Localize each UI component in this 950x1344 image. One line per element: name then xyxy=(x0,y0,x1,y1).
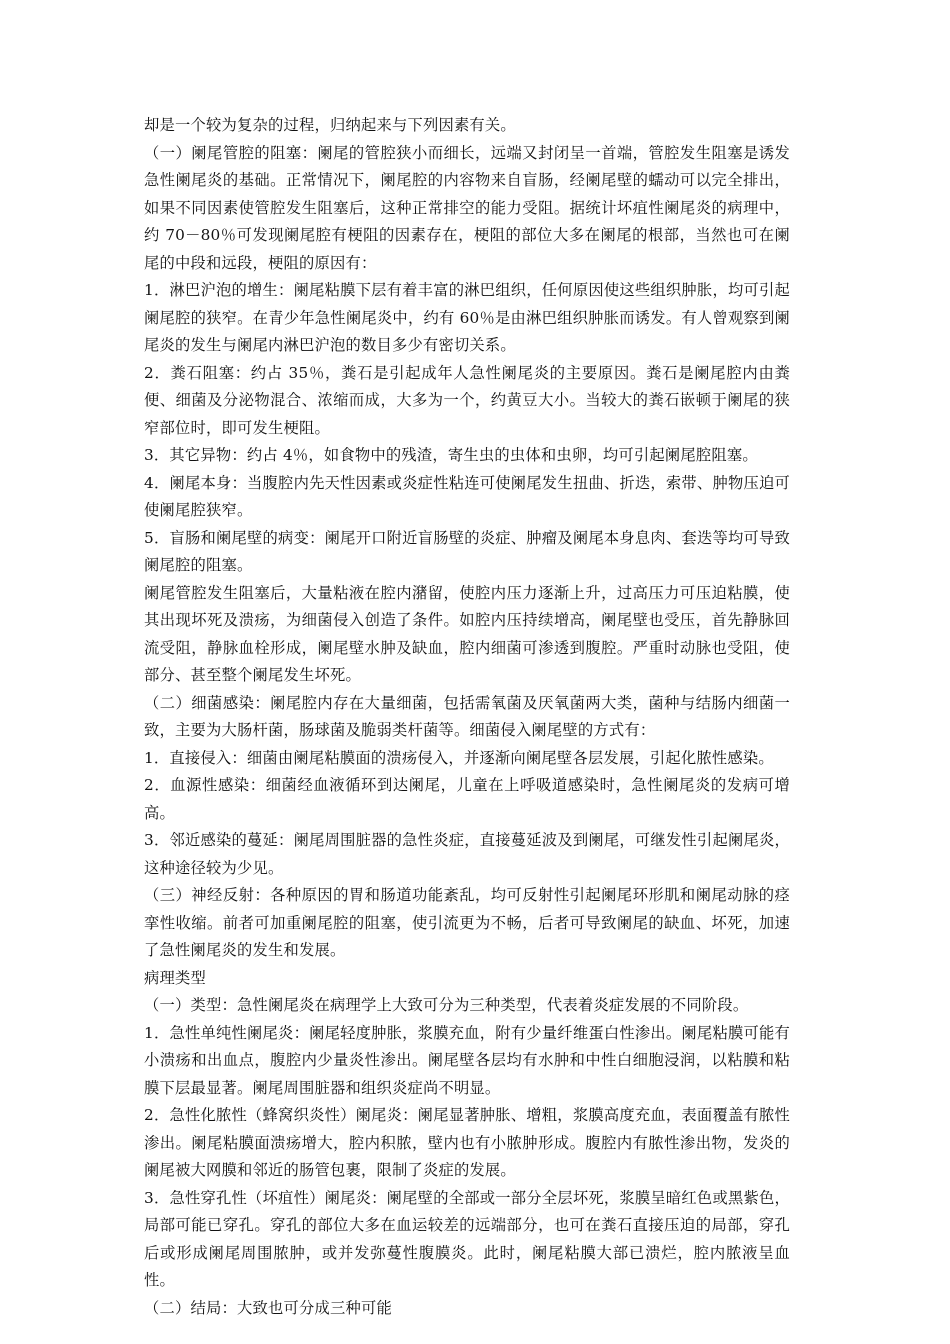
paragraph-intro: 却是一个较为复杂的过程，归纳起来与下列因素有关。 xyxy=(144,116,516,134)
paragraph-appendix-itself: 4．阑尾本身：当腹腔内先天性因素或炎症性粘连可使阑尾发生扭曲、折迭，索带、肿物压迫可使阑尾腔狭窄。 xyxy=(144,473,790,519)
paragraph-outcome: （二）结局：大致也可分成三种可能 xyxy=(144,1298,392,1317)
paragraph-fecalith: 2．粪石阻塞：约占 35％，粪石是引起成年人急性阑尾炎的主要原因。粪石是阑尾腔内由粪便、细菌及分泌物混合、浓缩而成，大多为一个，约黄豆大小。当较大的粪石嵌顿于阑尾的狭窄部位时，即可发生梗阻。 xyxy=(144,363,790,437)
section-heading-pathology: 病理类型 xyxy=(144,968,206,987)
paragraph-direct-invasion: 1．直接侵入：细菌由阑尾粘膜面的溃疡侵入，并逐渐向阑尾壁各层发展，引起化脓性感染。 xyxy=(144,748,774,767)
paragraph-after-obstruction: 阑尾管腔发生阻塞后，大量粘液在腔内潴留，使腔内压力逐渐上升，过高压力可压迫粘膜，使其出现坏死及溃疡，为细菌侵入创造了条件。如腔内压持续增高，阑尾壁也受压，首先静脉回流受阻，静脉血栓形成，阑尾壁水肿及缺血，腔内细菌可渗透到腹腔。严重时动脉也受阻，使部分、甚至整个阑尾发生坏死。 xyxy=(144,583,790,684)
paragraph-simple: 1．急性单纯性阑尾炎：阑尾轻度肿胀，浆膜充血，附有少量纤维蛋白性渗出。阑尾粘膜可能有小溃疡和出血点，腹腔内少量炎性渗出。阑尾壁各层均有水肿和中性白细胞浸润，以粘膜和粘膜下层最显著。阑尾周围脏器和组织炎症尚不明显。 xyxy=(144,1023,790,1097)
paragraph-foreign-body: 3．其它异物：约占 4％，如食物中的残渣，寄生虫的虫体和虫卵，均可引起阑尾腔阻塞。 xyxy=(144,446,758,464)
paragraph-obstruction: （一）阑尾管腔的阻塞：阑尾的管腔狭小而细长，远端又封闭呈一首端，管腔发生阻塞是诱发急性阑尾炎的基础。正常情况下，阑尾腔的内容物来自盲肠，经阑尾壁的蠕动可以完全排出，如果不同因素使管腔发生阻塞后，这种正常排空的能力受阻。据统计坏疽性阑尾炎的病理中，约 70－80％可发现阑尾腔有梗阻的因素存在，梗阻的部位大多在阑尾的根部，当然也可在阑尾的中段和远段，梗阻的原因有： xyxy=(144,143,790,272)
paragraph-suppurative: 2．急性化脓性（蜂窝织炎性）阑尾炎：阑尾显著肿胀、增粗，浆膜高度充血，表面覆盖有脓性渗出。阑尾粘膜面溃疡增大，腔内积脓，壁内也有小脓肿形成。腹腔内有脓性渗出物，发炎的阑尾被大网膜和邻近的肠管包裹，限制了炎症的发展。 xyxy=(144,1106,790,1179)
paragraph-perforated: 3．急性穿孔性（坏疽性）阑尾炎：阑尾壁的全部或一部分全层坏死，浆膜呈暗红色或黑紫色，局部可能已穿孔。穿孔的部位大多在血运较差的远端部分，也可在粪石直接压迫的局部，穿孔后或形成阑尾周围脓肿，或并发弥蔓性腹膜炎。此时，阑尾粘膜大部已溃烂，腔内脓液呈血性。 xyxy=(144,1188,790,1289)
paragraph-hematogenous: 2．血源性感染：细菌经血液循环到达阑尾，儿童在上呼吸道感染时，急性阑尾炎的发病可增高。 xyxy=(144,776,790,822)
paragraph-bacterial: （二）细菌感染：阑尾腔内存在大量细菌，包括需氧菌及厌氧菌两大类，菌种与结肠内细菌一致，主要为大肠杆菌，肠球菌及脆弱类杆菌等。细菌侵入阑尾壁的方式有： xyxy=(144,693,790,739)
paragraph-adjacent: 3．邻近感染的蔓延：阑尾周围脏器的急性炎症，直接蔓延波及到阑尾，可继发性引起阑尾炎，这种途径较为少见。 xyxy=(144,831,790,877)
paragraph-neural: （三）神经反射：各种原因的胃和肠道功能紊乱，均可反射性引起阑尾环形肌和阑尾动脉的痉挛性收缩。前者可加重阑尾腔的阻塞，使引流更为不畅，后者可导致阑尾的缺血、坏死，加速了急性阑尾炎的发生和发展。 xyxy=(144,886,790,959)
paragraph-types: （一）类型：急性阑尾炎在病理学上大致可分为三种类型，代表着炎症发展的不同阶段。 xyxy=(144,996,749,1014)
paragraph-cecum: 5．盲肠和阑尾壁的病变：阑尾开口附近盲肠壁的炎症、肿瘤及阑尾本身息肉、套迭等均可导致阑尾腔的阻塞。 xyxy=(144,528,790,574)
paragraph-lymph: 1．淋巴沪泡的增生：阑尾粘膜下层有着丰富的淋巴组织，任何原因使这些组织肿胀，均可引起阑尾腔的狭窄。在青少年急性阑尾炎中，约有 60％是由淋巴组织肿胀而诱发。有人曾观察到阑尾炎的发生与阑尾内淋巴沪泡的数目多少有密切关系。 xyxy=(144,281,790,354)
